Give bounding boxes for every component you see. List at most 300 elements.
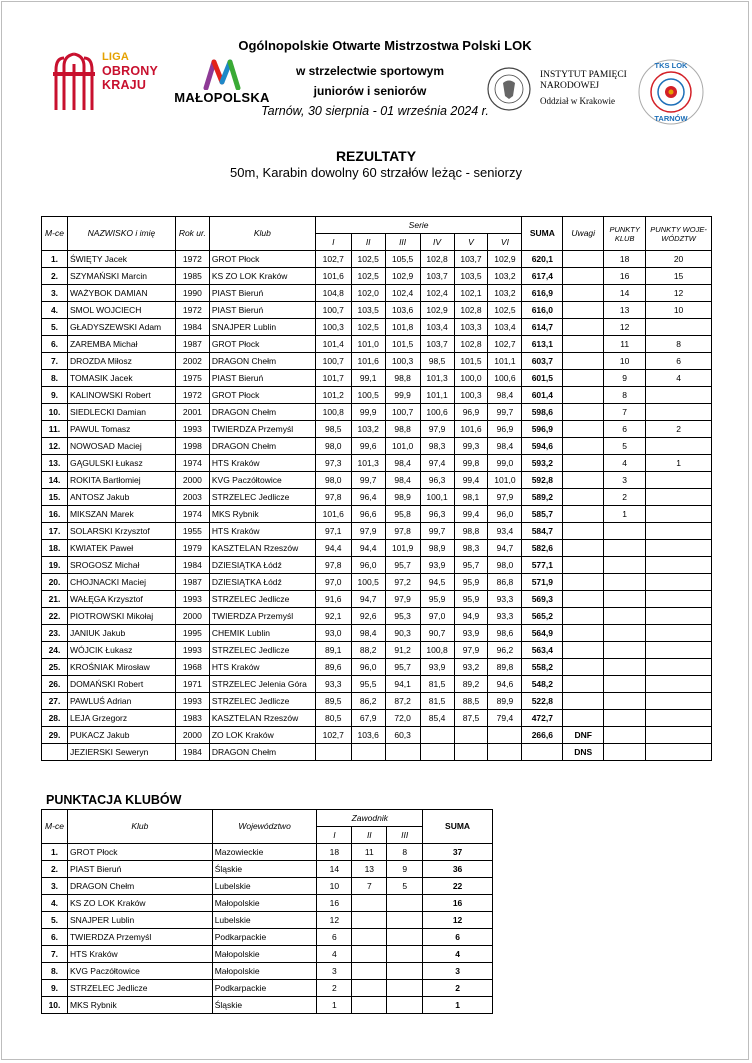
- row-series-4: 96,3: [420, 472, 454, 489]
- col-notes: Uwagi: [563, 217, 604, 251]
- table-row: [42, 997, 493, 1014]
- row-series-2: 101,0: [351, 336, 385, 353]
- row-year: 1993: [175, 642, 209, 659]
- row-club-points: [604, 591, 646, 608]
- row-place: 3.: [42, 285, 68, 302]
- row-place: 24.: [42, 642, 68, 659]
- table-row: [42, 844, 493, 861]
- row-year: 1990: [175, 285, 209, 302]
- row-region-points: [646, 642, 712, 659]
- row-sum: 592,8: [522, 472, 563, 489]
- row-series-3: 90,3: [385, 625, 420, 642]
- row-series-6: 103,4: [488, 319, 522, 336]
- row-club: DZIESIĄTKA Łódź: [209, 574, 315, 591]
- row-sum: [522, 744, 563, 761]
- row-series-2: 97,9: [351, 523, 385, 540]
- row-name: ANTOSZ Jakub: [67, 489, 175, 506]
- row-series-5: 103,7: [454, 251, 488, 268]
- row-series-3: 97,9: [385, 591, 420, 608]
- club-row-points-1: 12: [317, 912, 352, 929]
- row-series-6: 86,8: [488, 574, 522, 591]
- club-row-points-2: 13: [352, 861, 387, 878]
- table-row: [42, 353, 712, 370]
- club-row-club: SNAJPER Lublin: [67, 912, 212, 929]
- row-series-5: 96,9: [454, 404, 488, 421]
- row-series-2: 96,6: [351, 506, 385, 523]
- row-series-2: 101,3: [351, 455, 385, 472]
- row-place: 10.: [42, 404, 68, 421]
- row-series-5: 97,9: [454, 642, 488, 659]
- row-series-4: 97,4: [420, 455, 454, 472]
- row-sum: 548,2: [522, 676, 563, 693]
- row-place: 26.: [42, 676, 68, 693]
- row-name: JANIUK Jakub: [67, 625, 175, 642]
- row-club: KASZTELAN Rzeszów: [209, 540, 315, 557]
- club-col-club: Klub: [67, 810, 212, 844]
- club-row-points-2: [352, 963, 387, 980]
- row-note: [563, 455, 604, 472]
- row-series-6: 102,9: [488, 251, 522, 268]
- row-note: [563, 608, 604, 625]
- row-region-points: 8: [646, 336, 712, 353]
- row-series-4: 103,4: [420, 319, 454, 336]
- row-place: 5.: [42, 319, 68, 336]
- club-col-sum: SUMA: [423, 810, 493, 844]
- row-series-2: 96,4: [351, 489, 385, 506]
- row-region-points: [646, 625, 712, 642]
- row-note: DNS: [563, 744, 604, 761]
- row-series-1: 89,6: [315, 659, 351, 676]
- row-sum: 596,9: [522, 421, 563, 438]
- row-year: 1974: [175, 455, 209, 472]
- row-year: 1984: [175, 319, 209, 336]
- row-club: DZIESIĄTKA Łódź: [209, 557, 315, 574]
- row-region-points: 6: [646, 353, 712, 370]
- club-row-points-2: [352, 929, 387, 946]
- row-sum: 569,3: [522, 591, 563, 608]
- row-place: 11.: [42, 421, 68, 438]
- row-year: 1998: [175, 438, 209, 455]
- row-note: [563, 268, 604, 285]
- row-sum: 577,1: [522, 557, 563, 574]
- row-club: DRAGON Chełm: [209, 353, 315, 370]
- row-year: 1972: [175, 251, 209, 268]
- row-series-6: 98,6: [488, 625, 522, 642]
- row-series-6: 103,2: [488, 268, 522, 285]
- row-region-points: [646, 438, 712, 455]
- table-row: [42, 438, 712, 455]
- row-series-1: 101,7: [315, 370, 351, 387]
- row-region-points: 15: [646, 268, 712, 285]
- row-sum: 601,5: [522, 370, 563, 387]
- row-series-4: 100,6: [420, 404, 454, 421]
- row-name: KWIATEK Paweł: [67, 540, 175, 557]
- row-region-points: 1: [646, 455, 712, 472]
- row-region-points: 2: [646, 421, 712, 438]
- club-row-sum: 16: [423, 895, 493, 912]
- row-club: SNAJPER Lublin: [209, 319, 315, 336]
- row-series-5: 103,5: [454, 268, 488, 285]
- row-region-points: [646, 744, 712, 761]
- row-place: [42, 744, 68, 761]
- row-place: 25.: [42, 659, 68, 676]
- row-place: 15.: [42, 489, 68, 506]
- row-name: TOMASIK Jacek: [67, 370, 175, 387]
- row-name: LEJA Grzegorz: [67, 710, 175, 727]
- row-series-6: 96,2: [488, 642, 522, 659]
- ipn-branch: Oddział w Krakowie: [540, 96, 615, 106]
- row-club-points: 5: [604, 438, 646, 455]
- row-note: [563, 710, 604, 727]
- row-series-4: 97,9: [420, 421, 454, 438]
- row-series-5: 95,7: [454, 557, 488, 574]
- row-name: SROGOSZ Michał: [67, 557, 175, 574]
- table-row: [42, 608, 712, 625]
- row-series-3: 72,0: [385, 710, 420, 727]
- row-name: DOMAŃSKI Robert: [67, 676, 175, 693]
- row-name: PIOTROWSKI Mikołaj: [67, 608, 175, 625]
- row-series-6: [488, 744, 522, 761]
- row-series-5: 102,8: [454, 302, 488, 319]
- row-place: 9.: [42, 387, 68, 404]
- row-series-2: 103,6: [351, 727, 385, 744]
- row-sum: 603,7: [522, 353, 563, 370]
- club-row-region: Podkarpackie: [212, 980, 317, 997]
- table-row: [42, 963, 493, 980]
- club-row-points-1: 6: [317, 929, 352, 946]
- row-place: 6.: [42, 336, 68, 353]
- row-series-5: 94,9: [454, 608, 488, 625]
- row-series-1: 97,8: [315, 489, 351, 506]
- row-series-1: 97,1: [315, 523, 351, 540]
- row-year: 1987: [175, 574, 209, 591]
- club-row-sum: 1: [423, 997, 493, 1014]
- row-club-points: [604, 659, 646, 676]
- row-year: 2000: [175, 727, 209, 744]
- club-col-competitors: Zawodnik: [317, 810, 423, 827]
- row-series-5: 98,3: [454, 540, 488, 557]
- row-series-1: 101,4: [315, 336, 351, 353]
- row-series-5: 102,1: [454, 285, 488, 302]
- row-region-points: [646, 710, 712, 727]
- row-series-6: 93,3: [488, 608, 522, 625]
- row-note: [563, 472, 604, 489]
- club-row-points-3: [387, 946, 423, 963]
- row-series-6: 102,5: [488, 302, 522, 319]
- row-club-points: [604, 693, 646, 710]
- row-region-points: 10: [646, 302, 712, 319]
- table-row: [42, 878, 493, 895]
- table-row: [42, 540, 712, 557]
- club-row-place: 4.: [42, 895, 68, 912]
- table-row: [42, 421, 712, 438]
- row-series-5: 101,5: [454, 353, 488, 370]
- row-series-1: 98,0: [315, 438, 351, 455]
- row-club: DRAGON Chełm: [209, 404, 315, 421]
- row-year: 1993: [175, 421, 209, 438]
- liga-line2: OBRONY: [102, 64, 159, 78]
- row-series-3: 98,4: [385, 472, 420, 489]
- table-row: [42, 744, 712, 761]
- row-series-5: 99,8: [454, 455, 488, 472]
- row-place: 27.: [42, 693, 68, 710]
- row-series-2: 100,5: [351, 574, 385, 591]
- row-series-1: 100,7: [315, 302, 351, 319]
- row-club-points: [604, 608, 646, 625]
- row-series-1: 101,2: [315, 387, 351, 404]
- row-series-3: 102,4: [385, 285, 420, 302]
- club-row-sum: 6: [423, 929, 493, 946]
- row-name: SOLARSKI Krzysztof: [67, 523, 175, 540]
- club-row-points-1: 2: [317, 980, 352, 997]
- row-series-6: 93,4: [488, 523, 522, 540]
- row-series-3: 94,1: [385, 676, 420, 693]
- row-club-points: 1: [604, 506, 646, 523]
- row-year: 1985: [175, 268, 209, 285]
- row-club: STRZELEC Jedlicze: [209, 591, 315, 608]
- row-region-points: [646, 472, 712, 489]
- row-series-3: 97,2: [385, 574, 420, 591]
- row-club: CHEMIK Lublin: [209, 625, 315, 642]
- club-row-points-2: [352, 895, 387, 912]
- liga-emblem-icon: [50, 50, 98, 112]
- col-club: Klub: [209, 217, 315, 251]
- row-name: PAWLUŚ Adrian: [67, 693, 175, 710]
- row-series-6: 98,4: [488, 387, 522, 404]
- row-place: 17.: [42, 523, 68, 540]
- col-series-1: I: [315, 234, 351, 251]
- row-series-3: 95,7: [385, 659, 420, 676]
- row-series-2: 94,7: [351, 591, 385, 608]
- row-place: 22.: [42, 608, 68, 625]
- row-club-points: 4: [604, 455, 646, 472]
- row-club-points: [604, 557, 646, 574]
- row-sum: 472,7: [522, 710, 563, 727]
- row-year: 2002: [175, 353, 209, 370]
- row-series-4: 97,0: [420, 608, 454, 625]
- row-region-points: [646, 540, 712, 557]
- tks-lok-tarnow-logo: [637, 58, 705, 126]
- row-sum: 593,2: [522, 455, 563, 472]
- row-name: MIKSZAN Marek: [67, 506, 175, 523]
- row-place: 12.: [42, 438, 68, 455]
- row-club: DRAGON Chełm: [209, 744, 315, 761]
- club-row-place: 5.: [42, 912, 68, 929]
- club-row-place: 6.: [42, 929, 68, 946]
- table-row: [42, 319, 712, 336]
- results-table: [41, 216, 712, 761]
- row-series-1: 100,8: [315, 404, 351, 421]
- row-place: 2.: [42, 268, 68, 285]
- row-note: [563, 557, 604, 574]
- club-row-place: 8.: [42, 963, 68, 980]
- row-series-3: 98,8: [385, 370, 420, 387]
- club-row-region: Śląskie: [212, 861, 317, 878]
- row-note: [563, 523, 604, 540]
- row-name: ROKITA Bartłomiej: [67, 472, 175, 489]
- row-sum: 620,1: [522, 251, 563, 268]
- row-club-points: 10: [604, 353, 646, 370]
- row-club: KVG Paczółtowice: [209, 472, 315, 489]
- row-club-points: 3: [604, 472, 646, 489]
- col-name: NAZWISKO i imię: [67, 217, 175, 251]
- row-region-points: 20: [646, 251, 712, 268]
- row-series-1: 102,7: [315, 251, 351, 268]
- table-row: [42, 912, 493, 929]
- row-note: [563, 693, 604, 710]
- row-place: 4.: [42, 302, 68, 319]
- club-row-sum: 37: [423, 844, 493, 861]
- club-row-points-3: 9: [387, 861, 423, 878]
- row-name: PAWUL Tomasz: [67, 421, 175, 438]
- club-row-points-1: 1: [317, 997, 352, 1014]
- club-row-points-2: [352, 912, 387, 929]
- row-region-points: [646, 727, 712, 744]
- club-row-sum: 22: [423, 878, 493, 895]
- club-row-points-1: 4: [317, 946, 352, 963]
- row-region-points: [646, 489, 712, 506]
- row-series-4: [420, 727, 454, 744]
- liga-obrony-kraju-logo: [50, 48, 159, 112]
- clubs-table: [41, 809, 493, 1014]
- row-region-points: [646, 557, 712, 574]
- table-row: [42, 506, 712, 523]
- row-year: 1972: [175, 387, 209, 404]
- row-club: HTS Kraków: [209, 659, 315, 676]
- row-region-points: [646, 506, 712, 523]
- club-row-region: Małopolskie: [212, 895, 317, 912]
- row-series-1: 92,1: [315, 608, 351, 625]
- row-series-1: 101,6: [315, 268, 351, 285]
- row-note: [563, 642, 604, 659]
- row-club: DRAGON Chełm: [209, 438, 315, 455]
- club-row-sum: 36: [423, 861, 493, 878]
- row-note: [563, 506, 604, 523]
- col-series-6: VI: [488, 234, 522, 251]
- row-sum: 565,2: [522, 608, 563, 625]
- row-series-4: 81,5: [420, 676, 454, 693]
- row-series-2: 88,2: [351, 642, 385, 659]
- row-note: [563, 336, 604, 353]
- ipn-text: [540, 70, 627, 107]
- row-region-points: [646, 693, 712, 710]
- row-sum: 598,6: [522, 404, 563, 421]
- club-col-place: M-ce: [42, 810, 68, 844]
- club-row-points-3: [387, 963, 423, 980]
- row-series-5: 95,9: [454, 591, 488, 608]
- row-club-points: 6: [604, 421, 646, 438]
- row-series-2: 102,5: [351, 251, 385, 268]
- row-series-4: 103,7: [420, 268, 454, 285]
- ipn-line2: NARODOWEJ: [540, 81, 600, 91]
- row-club-points: 12: [604, 319, 646, 336]
- row-name: WAŻYBOK DAMIAN: [67, 285, 175, 302]
- row-series-6: 93,3: [488, 591, 522, 608]
- row-club: HTS Kraków: [209, 523, 315, 540]
- club-row-club: TWIERDZA Przemyśl: [67, 929, 212, 946]
- row-series-4: 95,9: [420, 591, 454, 608]
- row-sum: 582,6: [522, 540, 563, 557]
- row-place: 19.: [42, 557, 68, 574]
- row-note: [563, 353, 604, 370]
- row-note: [563, 319, 604, 336]
- row-series-3: 98,4: [385, 455, 420, 472]
- row-club-points: 16: [604, 268, 646, 285]
- liga-line1: LIGA: [102, 51, 130, 63]
- table-row: [42, 455, 712, 472]
- row-series-6: 101,1: [488, 353, 522, 370]
- row-name: ZAREMBA Michał: [67, 336, 175, 353]
- row-place: 23.: [42, 625, 68, 642]
- row-year: 2001: [175, 404, 209, 421]
- row-region-points: [646, 523, 712, 540]
- table-row: [42, 574, 712, 591]
- table-row: [42, 285, 712, 302]
- row-note: [563, 387, 604, 404]
- row-series-6: [488, 727, 522, 744]
- row-name: ŚWIĘTY Jacek: [67, 251, 175, 268]
- club-row-points-1: 3: [317, 963, 352, 980]
- row-series-2: 102,5: [351, 319, 385, 336]
- row-place: 13.: [42, 455, 68, 472]
- row-year: 2000: [175, 608, 209, 625]
- club-row-club: MKS Rybnik: [67, 997, 212, 1014]
- club-row-points-3: [387, 980, 423, 997]
- row-series-2: 95,5: [351, 676, 385, 693]
- row-place: 18.: [42, 540, 68, 557]
- row-club-points: [604, 727, 646, 744]
- row-series-4: 98,3: [420, 438, 454, 455]
- row-sum: 563,4: [522, 642, 563, 659]
- row-name: GĄGULSKI Łukasz: [67, 455, 175, 472]
- row-series-4: 101,3: [420, 370, 454, 387]
- row-series-6: 103,2: [488, 285, 522, 302]
- row-series-3: 87,2: [385, 693, 420, 710]
- row-series-5: [454, 727, 488, 744]
- row-series-2: 99,6: [351, 438, 385, 455]
- row-series-4: 96,3: [420, 506, 454, 523]
- row-series-2: 103,2: [351, 421, 385, 438]
- row-note: [563, 489, 604, 506]
- event-subtitle-2: juniorów i seniorów: [313, 84, 427, 98]
- row-series-6: 98,0: [488, 557, 522, 574]
- row-place: 8.: [42, 370, 68, 387]
- row-club: STRZELEC Jedlicze: [209, 642, 315, 659]
- club-row-points-3: [387, 997, 423, 1014]
- row-series-2: 102,0: [351, 285, 385, 302]
- tks-bottom-text: TARNÓW: [654, 114, 688, 123]
- row-series-5: 102,8: [454, 336, 488, 353]
- row-series-6: 98,4: [488, 438, 522, 455]
- club-row-region: Podkarpackie: [212, 929, 317, 946]
- row-club-points: 8: [604, 387, 646, 404]
- row-club: KASZTELAN Rzeszów: [209, 710, 315, 727]
- row-year: 1983: [175, 710, 209, 727]
- row-series-6: 99,7: [488, 404, 522, 421]
- results-subtitle: 50m, Karabin dowolny 60 strzałów leżąc - seniorzy: [230, 165, 522, 180]
- club-row-points-1: 16: [317, 895, 352, 912]
- club-row-place: 10.: [42, 997, 68, 1014]
- table-row: [42, 642, 712, 659]
- row-series-2: 98,4: [351, 625, 385, 642]
- row-series-5: 95,9: [454, 574, 488, 591]
- row-club: PIAST Bieruń: [209, 285, 315, 302]
- row-series-4: 94,5: [420, 574, 454, 591]
- col-series-2: II: [351, 234, 385, 251]
- row-club: PIAST Bieruń: [209, 370, 315, 387]
- row-series-2: 99,7: [351, 472, 385, 489]
- row-club-points: 18: [604, 251, 646, 268]
